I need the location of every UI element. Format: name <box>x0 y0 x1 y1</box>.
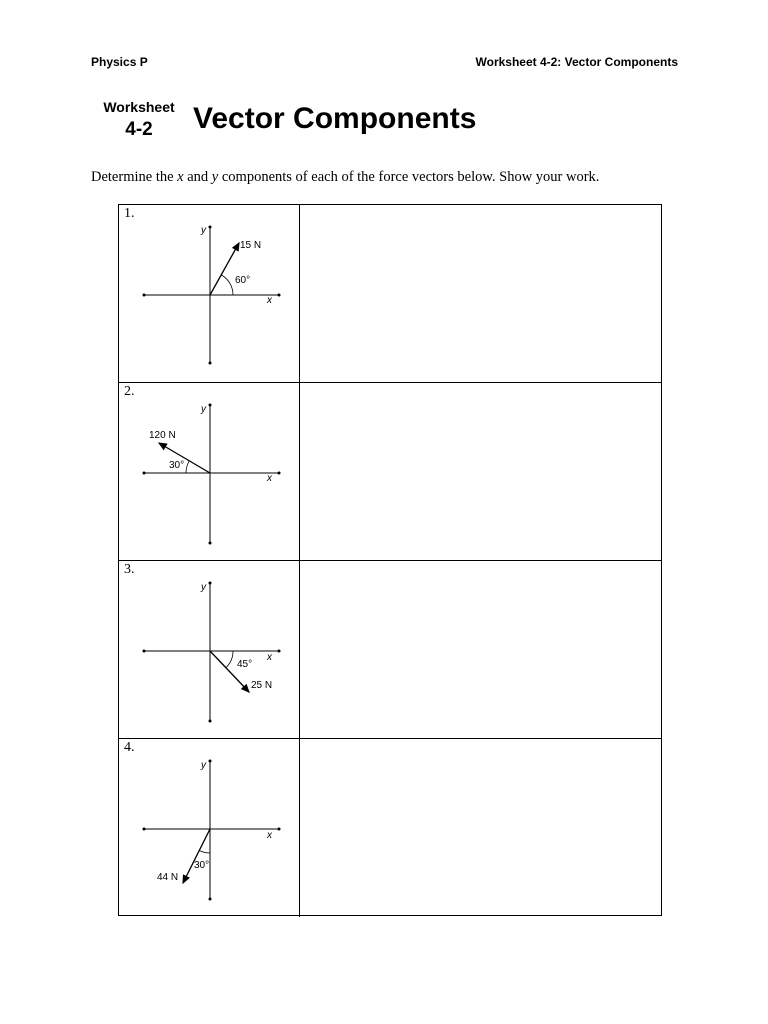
instructions-y-var: y <box>211 169 219 185</box>
problem-3-work-area[interactable] <box>300 561 661 738</box>
problem-4-y-axis-endpoint <box>209 760 212 763</box>
problem-3-y-axis-endpoint <box>209 720 212 723</box>
problem-4-force-vector <box>183 829 210 883</box>
problem-1-y-axis-endpoint <box>209 226 212 229</box>
problem-4-x-axis-endpoint <box>143 828 146 831</box>
problem-row-2 <box>119 383 661 561</box>
problem-1-x-axis-endpoint <box>143 294 146 297</box>
problem-4-work-area[interactable] <box>300 739 661 917</box>
problems-table <box>118 204 662 916</box>
problem-2-force-vector <box>159 443 210 473</box>
problem-2-x-axis-endpoint <box>278 472 281 475</box>
problem-4-number: 4. <box>124 740 135 755</box>
problem-1-diagram <box>119 205 299 382</box>
problem-1-angle-arc <box>222 275 234 295</box>
problem-4-magnitude: 44 N <box>157 872 179 883</box>
problem-2-y-label: y <box>201 404 206 415</box>
problem-3-y-label: y <box>201 582 206 593</box>
problem-2-y-axis-endpoint <box>209 404 212 407</box>
problem-1-force-vector <box>210 243 239 295</box>
instructions-text-3: components of each of the force vectors below. Show your work. <box>218 169 600 185</box>
problem-1-work-area[interactable] <box>300 205 661 382</box>
problem-3-y-axis-endpoint <box>209 582 212 585</box>
instructions-x-var: x <box>177 169 184 185</box>
problem-2-x-label: x <box>267 473 272 484</box>
problem-3-x-axis-endpoint <box>278 650 281 653</box>
problem-1-angle: 60° <box>235 275 251 286</box>
problem-2-angle: 30° <box>169 460 185 471</box>
problem-4-x-label: x <box>267 830 272 841</box>
problem-1-number: 1. <box>124 206 135 221</box>
course-name: Physics P <box>91 55 148 69</box>
instructions-text-2: and <box>183 169 212 185</box>
problem-3-diagram <box>119 561 299 738</box>
problem-1-y-label: y <box>201 225 206 236</box>
problem-4-diagram <box>119 739 299 916</box>
problem-4-x-axis-endpoint <box>278 828 281 831</box>
problem-2-diagram-cell <box>119 383 300 560</box>
worksheet-reference: Worksheet 4-2: Vector Components <box>475 55 678 69</box>
problem-2-number: 2. <box>124 384 135 399</box>
problem-1-diagram-cell <box>119 205 300 382</box>
problem-row-1 <box>119 205 661 383</box>
problem-2-y-axis-endpoint <box>209 542 212 545</box>
problem-2-x-axis-endpoint <box>143 472 146 475</box>
problem-3-number: 3. <box>124 562 135 577</box>
problem-3-magnitude: 25 N <box>251 680 273 691</box>
problem-3-diagram-cell <box>119 561 300 738</box>
problem-1-x-axis-endpoint <box>278 294 281 297</box>
problem-3-angle: 45° <box>237 659 253 670</box>
problem-1-x-label: x <box>267 295 272 306</box>
problem-2-angle-arc <box>186 461 189 473</box>
problem-4-angle-arc <box>199 851 210 854</box>
problem-2-work-area[interactable] <box>300 383 661 560</box>
problem-4-y-label: y <box>201 760 206 771</box>
problem-1-magnitude: 15 N <box>240 240 262 251</box>
problem-2-magnitude: 120 N <box>149 430 176 441</box>
worksheet-number: 4-2 <box>125 119 153 140</box>
problem-2-diagram <box>119 383 299 560</box>
worksheet-label: Worksheet <box>103 99 175 115</box>
problem-3-x-axis-endpoint <box>143 650 146 653</box>
problem-row-4 <box>119 739 661 917</box>
problem-4-y-axis-endpoint <box>209 898 212 901</box>
problem-3-x-label: x <box>267 652 272 663</box>
instructions <box>91 168 599 186</box>
problem-4-diagram-cell <box>119 739 300 917</box>
problem-row-3 <box>119 561 661 739</box>
problem-4-angle: 30° <box>194 860 210 871</box>
problem-1-y-axis-endpoint <box>209 362 212 365</box>
problem-3-angle-arc <box>226 651 233 667</box>
instructions-text-1: Determine the <box>91 169 178 185</box>
problem-3-force-vector <box>210 651 249 692</box>
page-title: Vector Components <box>193 102 477 135</box>
